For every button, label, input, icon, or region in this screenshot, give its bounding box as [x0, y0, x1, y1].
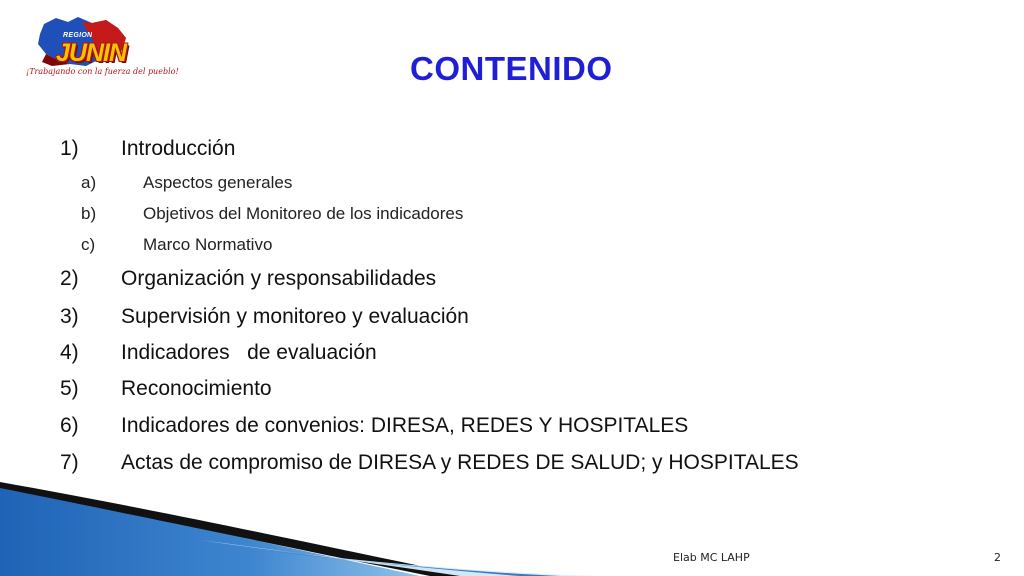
region-junin-logo: [22, 14, 179, 80]
list-item-text: Indicadores de convenios: DIRESA, REDES Y HOSPITALES: [121, 414, 689, 437]
list-item-number: 2): [60, 267, 79, 290]
footer-author: Elab MC LAHP: [673, 551, 750, 564]
list-subitem-text: Aspectos generales: [143, 173, 293, 192]
list-item-number: 4): [60, 341, 79, 364]
logo-main-text: JUNIN: [56, 39, 127, 67]
list-item-number: 6): [60, 414, 79, 437]
list-item-text: Supervisión y monitoreo y evaluación: [121, 305, 469, 328]
list-item-number: 5): [60, 377, 79, 400]
list-item-text: Organización y responsabilidades: [121, 267, 437, 290]
logo-small-text: REGION: [63, 32, 93, 39]
list-subitem-letter: b): [81, 204, 97, 223]
bottom-swoosh-decoration: [0, 480, 640, 576]
list-item-text: Introducción: [121, 137, 236, 160]
logo-slogan: ¡Trabajando con la fuerza del pueblo!: [26, 67, 179, 76]
list-subitem-text: Objetivos del Monitoreo de los indicadores: [143, 204, 464, 223]
list-item-number: 1): [60, 137, 79, 160]
list-item-text: Indicadores de evaluación: [121, 341, 377, 364]
list-item-text: Reconocimiento: [121, 377, 272, 400]
list-item-number: 3): [60, 305, 79, 328]
list-subitem-letter: c): [81, 235, 96, 254]
list-subitem-text: Marco Normativo: [143, 235, 273, 254]
page-title: CONTENIDO: [410, 50, 613, 87]
list-subitem-letter: a): [81, 173, 97, 192]
list-item-number: 7): [60, 451, 79, 474]
list-item-text: Actas de compromiso de DIRESA y REDES DE SALUD; y HOSPITALES: [121, 451, 799, 474]
page-number: 2: [994, 551, 1001, 564]
